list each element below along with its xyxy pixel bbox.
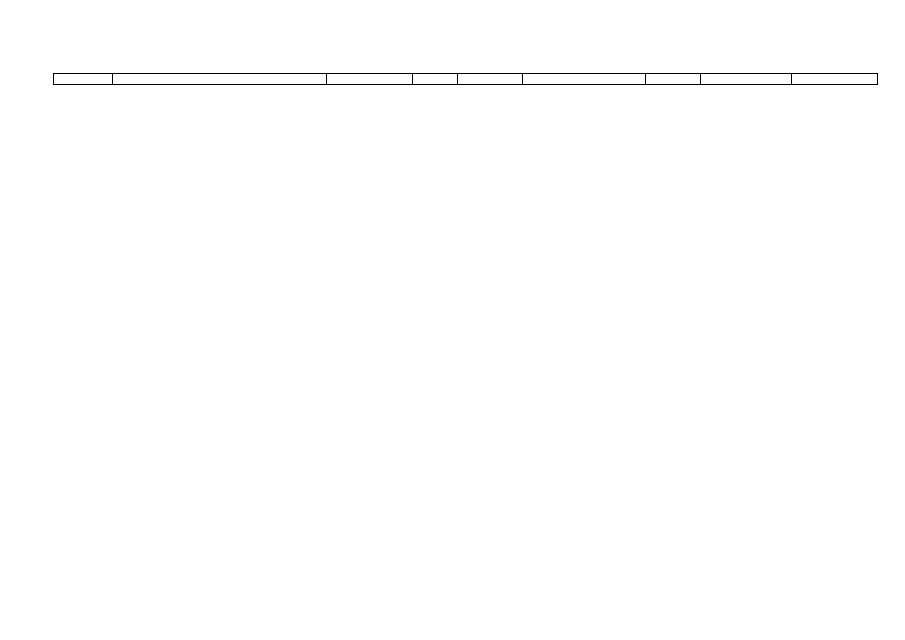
- header-col-8: [700, 74, 791, 84]
- header-col-7: [645, 74, 700, 84]
- header-col-3: [326, 74, 412, 84]
- header-col-5: [457, 74, 522, 84]
- header-col-9: [791, 74, 878, 84]
- header-col-6: [522, 74, 645, 84]
- header-col-1: [54, 74, 112, 84]
- header-col-4: [412, 74, 457, 84]
- table-header: [53, 73, 878, 85]
